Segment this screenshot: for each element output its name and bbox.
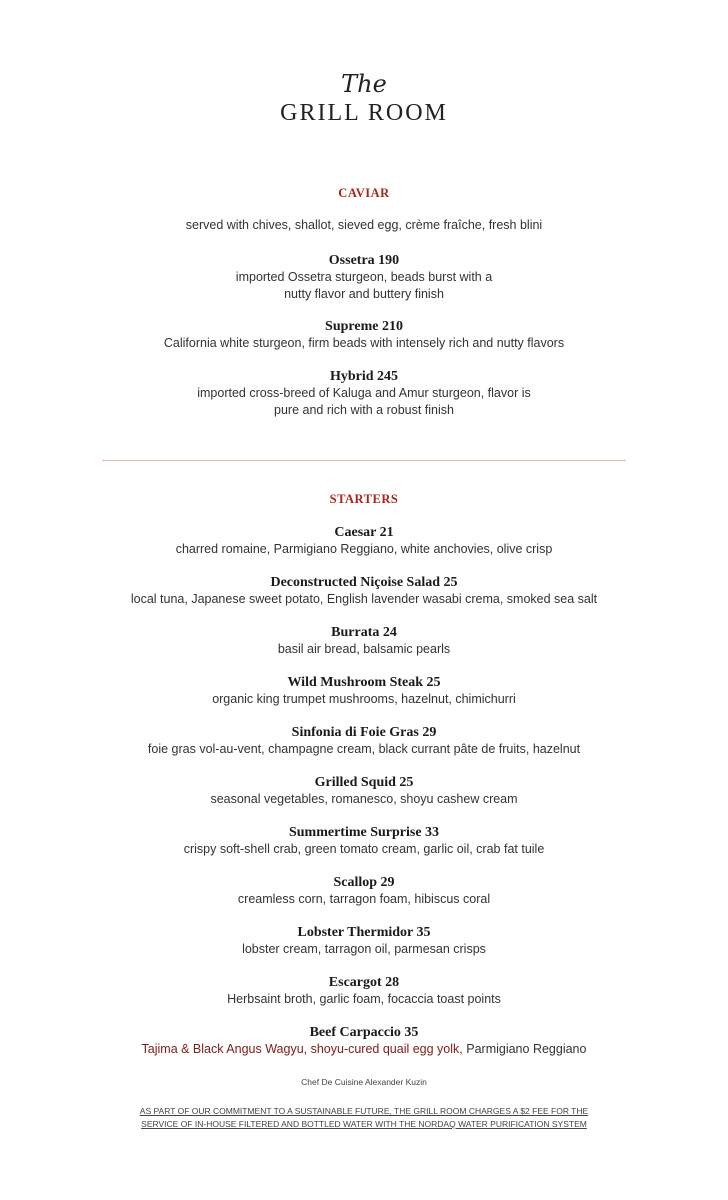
item-name: Wild Mushroom Steak 25 <box>287 675 441 690</box>
item-description: lobster cream, tarragon oil, parmesan crisps <box>242 942 486 956</box>
menu-item <box>0 524 728 558</box>
notice-line: AS PART OF OUR COMMITMENT TO A SUSTAINABLE FUTURE, THE GRILL ROOM CHARGES A $2 FEE FOR THE <box>139 1106 589 1116</box>
item-description: foie gras vol-au-vent, champagne cream, black currant pâte de fruits, hazelnut <box>147 742 581 756</box>
item-description: imported cross-breed of Kaluga and Amur sturgeon, flavor is <box>197 386 531 400</box>
item-name: Summertime Surprise 33 <box>288 825 440 840</box>
description-rest: Parmigiano Reggiano <box>462 1042 587 1056</box>
sustainability-notice <box>120 1105 608 1131</box>
menu-item <box>0 574 728 608</box>
menu-item <box>0 368 728 418</box>
menu-item <box>0 318 728 352</box>
menu-item <box>0 252 728 302</box>
item-name: Ossetra 190 <box>328 253 400 268</box>
item-description: charred romaine, Parmigiano Reggiano, white anchovies, olive crisp <box>175 542 553 556</box>
item-description: seasonal vegetables, romanesco, shoyu cashew cream <box>210 792 518 806</box>
item-description <box>0 1041 728 1058</box>
item-name: Beef Carpaccio 35 <box>309 1025 419 1040</box>
notice-line: SERVICE OF IN-HOUSE FILTERED AND BOTTLED WATER WITH THE NORDAQ WATER PURIFICATION SYSTEM <box>141 1119 587 1129</box>
menu-item <box>0 674 728 708</box>
item-name: Caesar 21 <box>334 525 394 540</box>
chef-credit: Chef De Cuisine Alexander Kuzin <box>301 1077 427 1087</box>
menu-item <box>0 724 728 758</box>
item-description: basil air bread, balsamic pearls <box>277 642 451 656</box>
section-title-caviar: CAVIAR <box>338 186 390 200</box>
item-description: California white sturgeon, firm beads with intensely rich and nutty flavors <box>163 336 565 350</box>
item-name: Scallop 29 <box>333 875 395 890</box>
item-description: Herbsaint broth, garlic foam, focaccia toast points <box>227 992 501 1006</box>
highlighted-description: Tajima & Black Angus Wagyu, shoyu-cured quail egg yolk, <box>141 1042 463 1056</box>
item-description: crispy soft-shell crab, green tomato cream, garlic oil, crab fat tuile <box>183 842 545 856</box>
menu-item <box>0 974 728 1008</box>
menu-item <box>0 624 728 658</box>
item-name: Burrata 24 <box>331 625 397 640</box>
item-name: Sinfonia di Foie Gras 29 <box>291 725 437 740</box>
item-name: Grilled Squid 25 <box>314 775 414 790</box>
item-name: Supreme 210 <box>325 319 403 334</box>
menu-item <box>0 874 728 908</box>
item-description: local tuna, Japanese sweet potato, English lavender wasabi crema, smoked sea salt <box>130 592 598 606</box>
item-name: Escargot 28 <box>328 975 400 990</box>
logo-name: GRILL ROOM <box>280 100 448 126</box>
menu-item <box>0 1024 728 1058</box>
item-description: nutty flavor and buttery finish <box>284 286 444 301</box>
logo-the: The <box>341 70 387 98</box>
restaurant-logo <box>0 70 728 128</box>
menu-item <box>0 824 728 858</box>
caviar-intro: served with chives, shallot, sieved egg, crème fraîche, fresh blini <box>185 218 543 232</box>
item-description: imported Ossetra sturgeon, beads burst with a <box>235 270 493 284</box>
menu-item <box>0 774 728 808</box>
item-name: Hybrid 245 <box>329 369 399 384</box>
item-description: organic king trumpet mushrooms, hazelnut, chimichurri <box>212 692 516 706</box>
item-description: creamless corn, tarragon foam, hibiscus coral <box>237 892 491 906</box>
item-name: Lobster Thermidor 35 <box>297 925 431 940</box>
section-divider <box>102 460 626 461</box>
item-name: Deconstructed Niçoise Salad 25 <box>270 575 458 590</box>
menu-item <box>0 924 728 958</box>
section-title-starters: STARTERS <box>329 492 399 506</box>
item-description: pure and rich with a robust finish <box>274 402 454 417</box>
